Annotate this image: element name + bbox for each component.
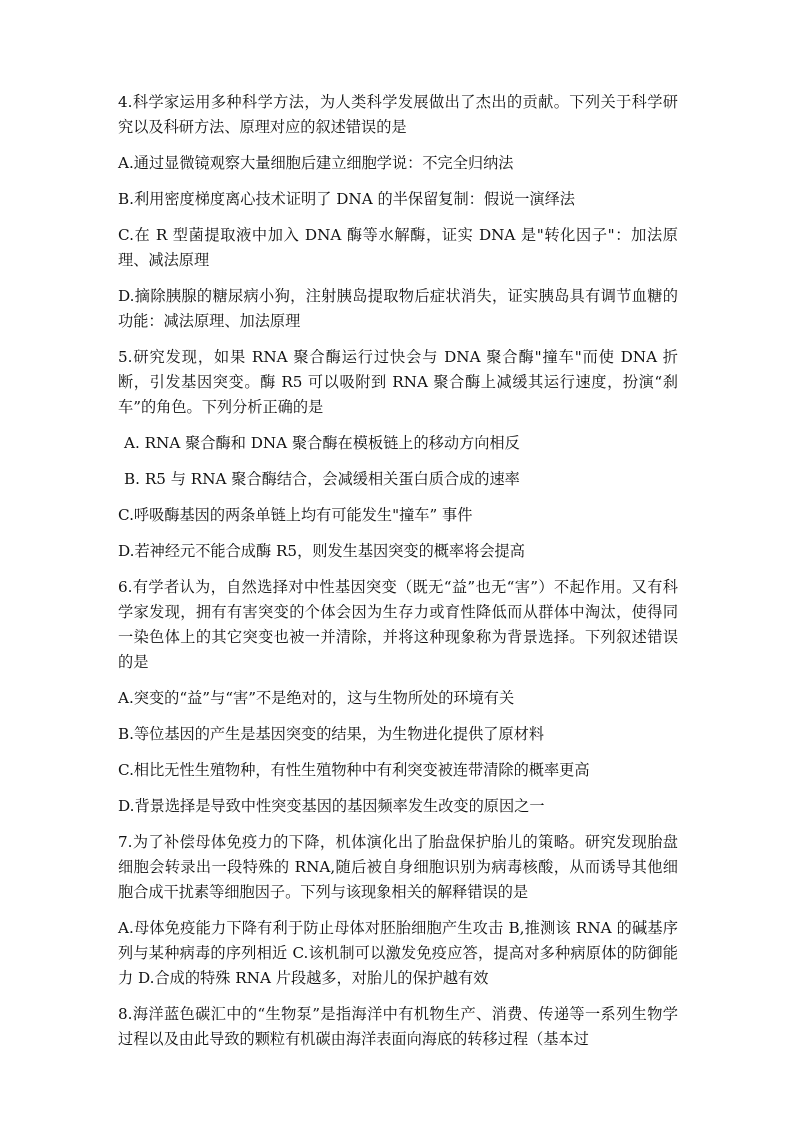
question-5-option-d: D.若神经元不能合成酶 R5，则发生基因突变的概率将会提高 — [118, 542, 525, 560]
question-4-option-c: C.在 R 型菌提取液中加入 DNA 酶等水解酶，证实 DNA 是"转化因子"：加法原理、减法原理 — [118, 226, 678, 269]
question-5-stem: 5.研究发现，如果 RNA 聚合酶运行过快会与 DNA 聚合酶"撞车"而使 DNA 折断，引发基因突变。酶 R5 可以吸附到 RNA 聚合酶上减缓其运行速度，扮演“刹车”的角色。下列分析正确的是 — [118, 348, 678, 416]
question-7-stem: 7.为了补偿母体免疫力的下降，机体演化出了胎盘保护胎儿的策略。研究发现胎盘细胞会转录出一段特殊的 RNA,随后被自身细胞识别为病毒核酸，从而诱导其他细胞合成干扰素等细胞因子。下列与该现象相关的解释错误的是 — [118, 833, 678, 901]
question-4-option-b: B.利用密度梯度离心技术证明了 DNA 的半保留复制：假说一演绎法 — [118, 190, 575, 208]
question-5-option-c: C.呼吸酶基因的两条单链上均有可能发生"撞车” 事件 — [118, 506, 473, 524]
question-6-option-a: A.突变的“益”与“害”不是绝对的，这与生物所处的环境有关 — [118, 689, 515, 707]
question-6-option-d: D.背景选择是导致中性突变基因的基因频率发生改变的原因之一 — [118, 797, 545, 815]
question-6-option-b: B.等位基因的产生是基因突变的结果，为生物进化提供了原材料 — [118, 725, 545, 743]
question-7-options: A.母体免疫能力下降有利于防止母体对胚胎细胞产生攻击 B,推测该 RNA 的碱基序列与某种病毒的序列相近 C.该机制可以激发免疫应答，提高对多种病原体的防御能力 D.合成的特殊 RNA 片段越多，对胎儿的保护越有效 — [118, 919, 678, 987]
document-content — [118, 90, 678, 1063]
question-5-option-b: B. R5 与 RNA 聚合酶结合，会减缓相关蛋白质合成的速率 — [124, 470, 520, 488]
question-6-option-c: C.相比无性生殖物种，有性生殖物种中有利突变被连带清除的概率更高 — [118, 761, 590, 779]
question-8-stem: 8.海洋蓝色碳汇中的“生物泵”是指海洋中有机物生产、消费、传递等一系列生物学过程以及由此导致的颗粒有机碳由海洋表面向海底的转移过程（基本过 — [118, 1005, 678, 1048]
question-4-option-a: A.通过显微镜观察大量细胞后建立细胞学说：不完全归纳法 — [118, 154, 514, 172]
question-4-option-d: D.摘除胰腺的糖尿病小狗，注射胰岛提取物后症状消失，证实胰岛具有调节血糖的功能：减法原理、加法原理 — [118, 287, 678, 330]
question-4-stem: 4.科学家运用多种科学方法，为人类科学发展做出了杰出的贡献。下列关于科学研究以及科研方法、原理对应的叙述错误的是 — [118, 93, 678, 136]
question-6-stem: 6.有学者认为，自然选择对中性基因突变（既无“益”也无“害”）不起作用。又有科学家发现，拥有有害突变的个体会因为生存力或育性降低而从群体中淘汰，使得同一染色体上的其它突变也被一并清除，并将这种现象称为背景选择。下列叙述错误的是 — [118, 578, 678, 671]
question-5-option-a: A. RNA 聚合酶和 DNA 聚合酶在模板链上的移动方向相反 — [124, 434, 520, 452]
